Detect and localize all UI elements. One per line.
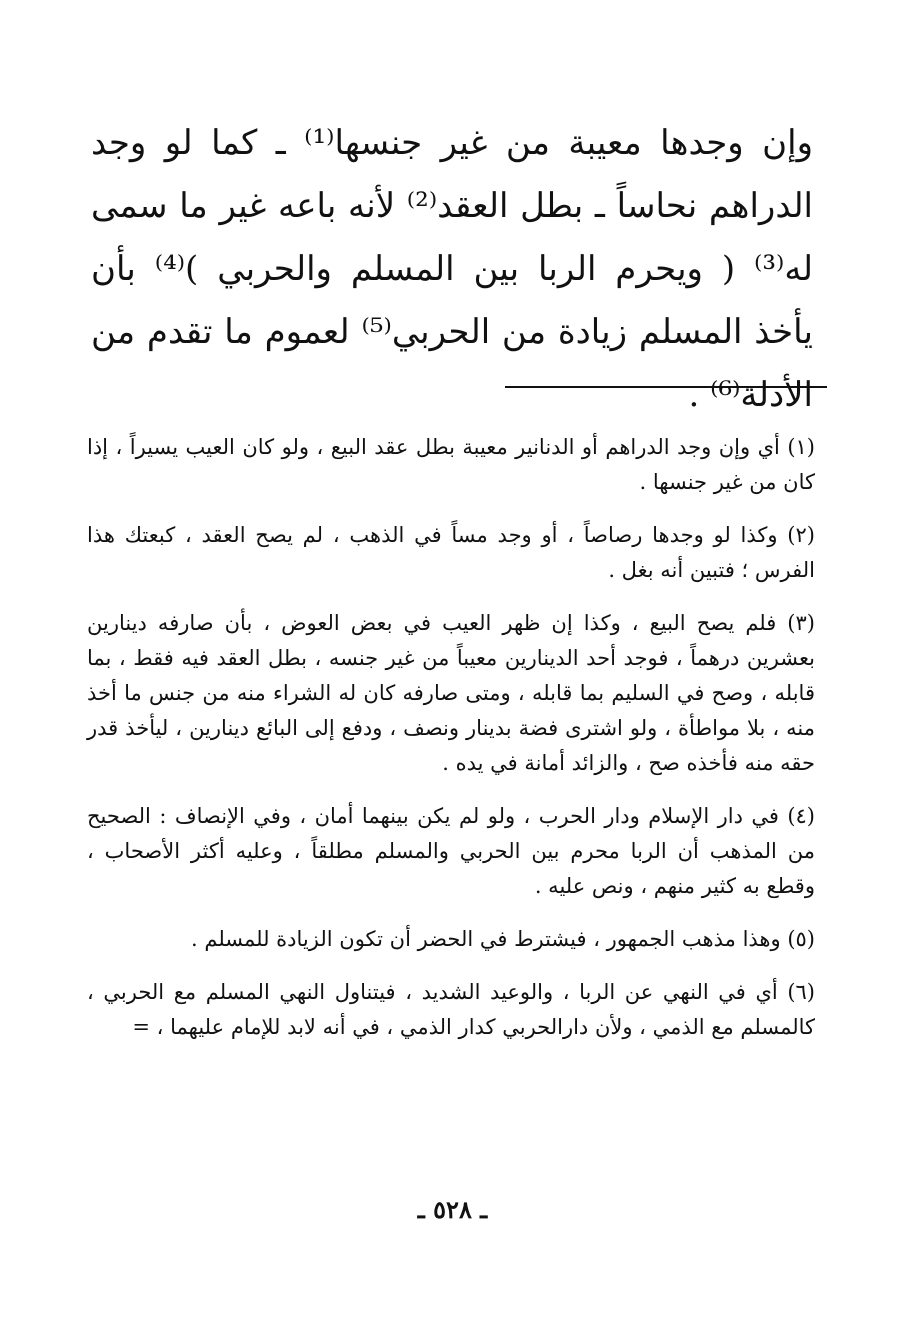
main-text-block [91, 112, 813, 427]
footnote-3: (٣) فلم يصح البيع ، وكذا إن ظهر العيب في بعض العوض ، بأن صارفه دينارين بعشرين درهماً ، فوجد أحد الدينارين معيباً من غير جنسه ، بطل العقد فيه فقط ، بما قابله ، وصح في السليم بما قابله ، ومتى صارفه كان له الشراء منه من جنس ما أخذ منه ، بلا مواطأة ، ولو اشترى فضة بدينار ونصف ، ودفع إلى البائع دينارين ، ليأخذ قدر حقه منه فأخذه صح ، والزائد أمانة في يده . [87, 611, 815, 775]
main-paragraph: وإن وجدها معيبة من غير جنسها⁽¹⁾ ـ كما لو وجد الدراهم نحاساً ـ بطل العقد⁽²⁾ لأنه باعه غير ما سمى له⁽³⁾ ( ويحرم الربا بين المسلم والحربي )⁽⁴⁾ بأن يأخذ المسلم زيادة من الحربي⁽⁵⁾ لعموم ما تقدم من الأدلة⁽⁶⁾ . [91, 123, 814, 415]
footnote-separator [505, 386, 827, 388]
footnotes [87, 430, 815, 1063]
footnote-1: (١) أي وإن وجد الدراهم أو الدنانير معيبة بطل عقد البيع ، ولو كان العيب يسيراً ، إذا كان من غير جنسها . [87, 435, 815, 494]
footnote-4: (٤) في دار الإسلام ودار الحرب ، ولو لم يكن بينهما أمان ، وفي الإنصاف : الصحيح من المذهب أن الربا محرم بين الحربي والمسلم مطلقاً ، وعليه أكثر الأصحاب ، وقطع به كثير منهم ، ونص عليه . [87, 804, 815, 898]
footnote-2: (٢) وكذا لو وجدها رصاصاً ، أو وجد مساً في الذهب ، لم يصح العقد ، كبعتك هذا الفرس ؛ فتبين أنه بغل . [87, 523, 815, 582]
page-number: ـ ٥٢٨ ـ [417, 1195, 488, 1224]
footnote-5: (٥) وهذا مذهب الجمهور ، فيشترط في الحضر أن تكون الزيادة للمسلم . [191, 927, 815, 951]
footnote-6: (٦) أي في النهي عن الربا ، والوعيد الشديد ، فيتناول النهي المسلم مع الحربي ، كالمسلم مع الذمي ، ولأن دارالحربي كدار الذمي ، في أنه لابد للإمام عليهما ، = [87, 980, 815, 1039]
